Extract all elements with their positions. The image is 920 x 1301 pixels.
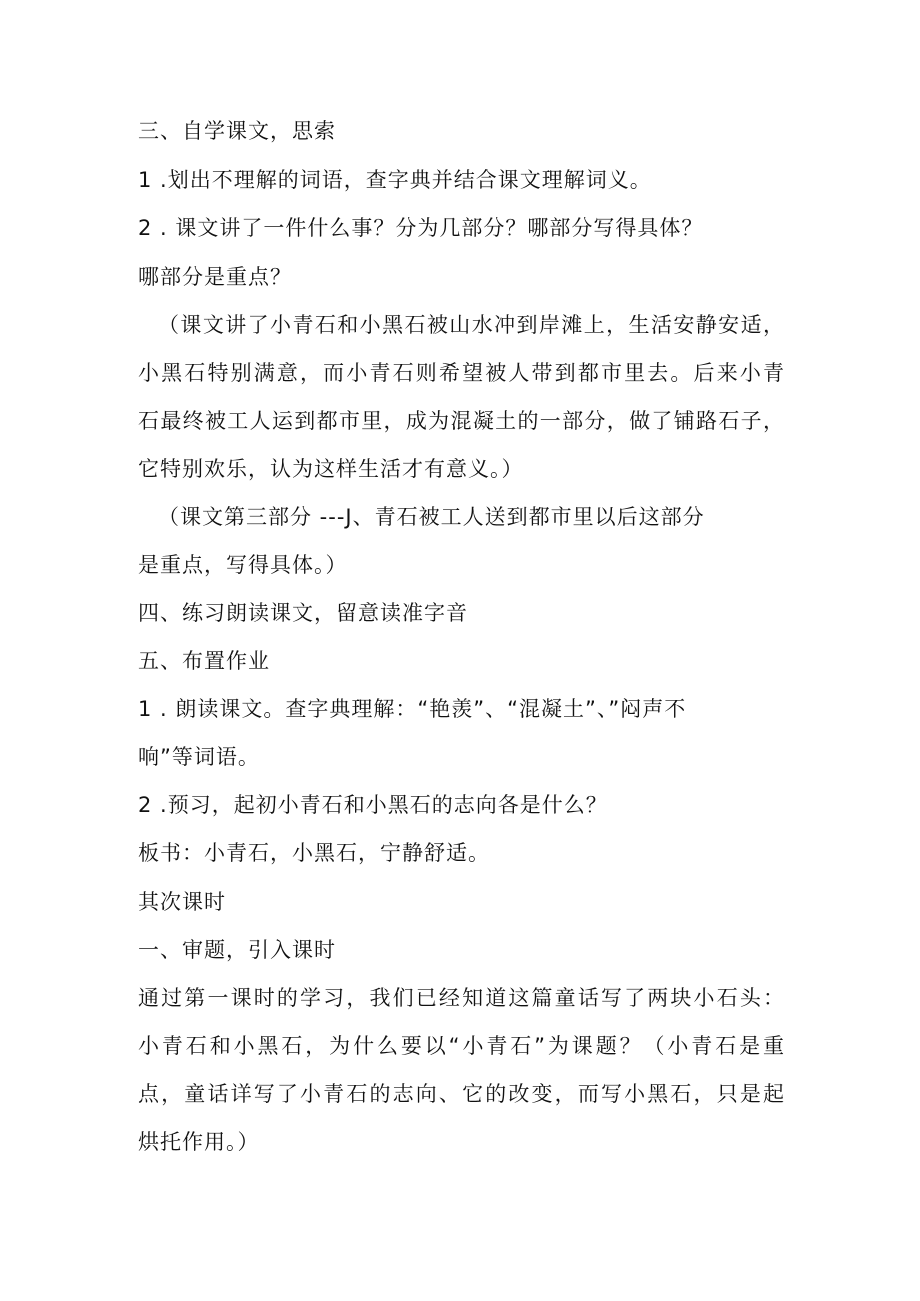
intro-paragraph-line-4: 烘托作用。） [138,1130,260,1154]
intro-paragraph-line-2: 小青石和小黑石，为什么要以“小青石”为课题？（小青石是重 [138,1034,784,1058]
section-heading-4: 四、练习朗读课文，留意读准字音 [138,601,468,625]
intro-paragraph-line-3: 点，童话详写了小青石的志向、它的改变，而写小黑石，只是起 [138,1082,784,1106]
answer-note-line-2: 是重点，写得具体。） [138,553,348,577]
homework-item-1-continued: 响”等词语。 [138,745,260,769]
list-item-2: 2 . 课文讲了一件什么事？分为几部分？哪部分写得具体？ [138,216,704,240]
answer-paragraph-line-2: 小黑石特别满意，而小青石则希望被人带到都市里去。后来小青 [138,361,784,385]
homework-item-1: 1 . 朗读课文。查字典理解：“艳羡”、“混凝土”、”闷声不 [138,697,687,721]
answer-paragraph-line-3: 石最终被工人运到都市里，成为混凝土的一部分，做了铺路石子， [138,409,784,433]
answer-note-line-1: （课文第三部分 ---J、青石被工人送到都市里以后这部分 [158,505,705,529]
blackboard-notes: 板书：小青石，小黑石，宁静舒适。 [138,841,490,865]
section-heading-3: 三、自学课文，思索 [138,119,336,143]
list-item-1: 1 .划出不理解的词语，查字典并结合课文理解词义。 [138,168,652,192]
second-lesson-heading: 其次课时 [138,890,226,914]
section-heading-1: 一、审题，引入课时 [138,938,336,962]
list-item-2-continued: 哪部分是重点？ [138,265,292,289]
answer-paragraph-line-1: （课文讲了小青石和小黑石被山水冲到岸滩上，生活安静安适， [158,313,784,337]
answer-paragraph-line-4: 它特别欢乐，认为这样生活才有意义。） [138,457,524,481]
intro-paragraph-line-1: 通过第一课时的学习，我们已经知道这篇童话写了两块小石头： [138,986,784,1010]
section-heading-5: 五、布置作业 [138,649,270,673]
homework-item-2: 2 .预习，起初小青石和小黑石的志向各是什么？ [138,793,608,817]
